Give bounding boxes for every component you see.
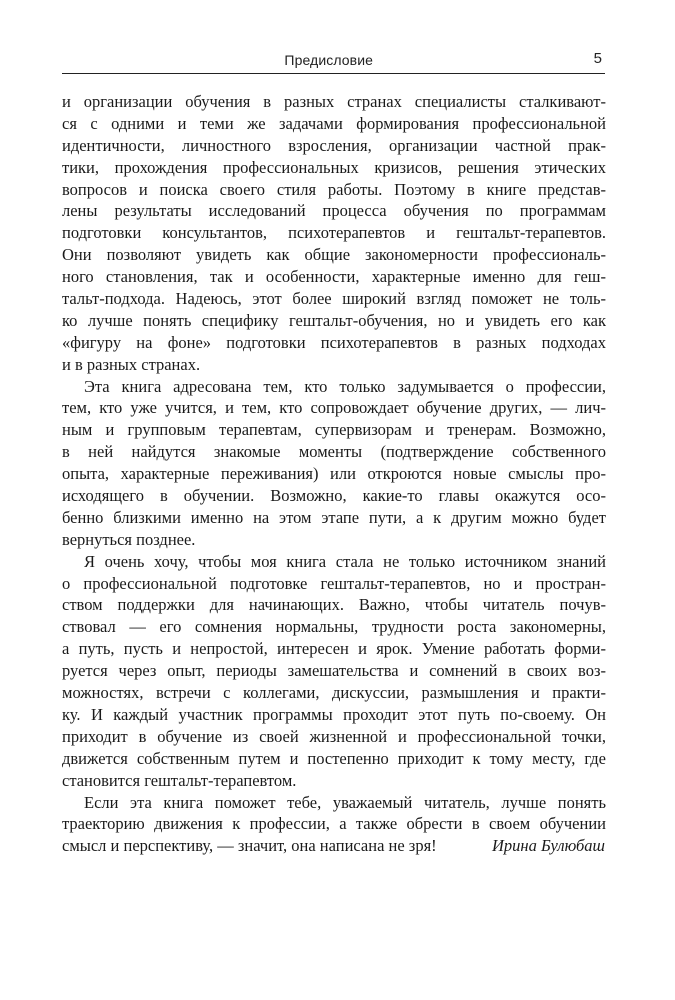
- text-line: смысл и перспективу, — значит, она написана не зря!: [62, 836, 437, 856]
- section-title: Предисловие: [284, 52, 373, 68]
- text-line: руется через опыт, периоды замешательства и сомнений в своих воз-: [62, 661, 606, 681]
- text-line: тики, прохождения профессиональных кризисов, решения этических: [62, 157, 606, 177]
- text-line: «фигуру на фоне» подготовки психотерапевтов в разных подходах: [62, 332, 606, 352]
- text-line: бенно близкими именно на этом этапе пути, а к другим можно будет: [62, 507, 606, 527]
- text-line: Эта книга адресована тем, кто только задумывается о профессии,: [84, 376, 606, 396]
- text-line: Если эта книга поможет тебе, уважаемый читатель, лучше понять: [84, 792, 606, 812]
- text-line: Я очень хочу, чтобы моя книга стала не только источником знаний: [84, 551, 606, 571]
- text-line: исходящего в обучении. Возможно, какие-то главы окажутся осо-: [62, 486, 606, 506]
- text-line: ко лучше понять специфику гештальт-обучения, но и увидеть его как: [62, 310, 606, 330]
- text-line: идентичности, личностного взросления, организации частной прак-: [62, 135, 606, 155]
- text-line: тем, кто уже учится, и тем, кто сопровождает обучение других, — лич-: [62, 398, 606, 418]
- author-signature: Ирина Булюбаш: [491, 836, 605, 855]
- text-line: ствовал — его сомнения нормальны, трудности роста закономерны,: [62, 617, 606, 637]
- text-line: ку. И каждый участник программы проходит этот путь по-своему. Он: [62, 704, 606, 724]
- text-line: опыта, характерные переживания) или откроются новые смыслы про-: [62, 464, 606, 484]
- text-line: становится гештальт-терапевтом.: [62, 770, 297, 790]
- text-line: вопросов и поиска своего стиля работы. Поэтому в книге представ-: [62, 179, 606, 199]
- page-number: 5: [593, 50, 602, 67]
- text-line: подготовки консультантов, психотерапевтов и гештальт-терапевтов.: [62, 223, 606, 243]
- running-header: [62, 49, 605, 74]
- text-line: движется собственным путем и постепенно приходит к тому месту, где: [62, 748, 606, 768]
- paragraph: [62, 376, 606, 551]
- text-line: ного становления, так и особенности, характерные именно для геш-: [62, 267, 606, 287]
- text-line: о профессиональной подготовке гештальт-терапевтов, но и простран-: [62, 573, 606, 593]
- text-line: траекторию движения к профессии, а также обрести в своем обучении: [62, 814, 606, 834]
- text-line: а путь, пусть и непростой, интересен и ярок. Умение работать форми-: [62, 639, 606, 659]
- text-line: ся с одними и теми же задачами формирования профессиональной: [62, 113, 606, 133]
- text-line: можностях, встречи с коллегами, дискуссии, размышления и практи-: [62, 683, 606, 703]
- text-line: приходит в обучение из своей жизненной и профессиональной точки,: [62, 726, 606, 746]
- text-line: и организации обучения в разных странах специалисты сталкивают-: [62, 92, 606, 111]
- paragraph: [62, 91, 606, 376]
- text-line: тальт-подхода. Надеюсь, этот более широкий взгляд поможет не толь-: [62, 289, 606, 309]
- text-line: лены результаты исследований процесса обучения по программам: [62, 201, 606, 221]
- paragraph: [62, 551, 606, 792]
- text-line: вернуться позднее.: [62, 529, 196, 549]
- text-line: Они позволяют увидеть как общие закономерности профессиональ-: [62, 245, 606, 265]
- text-line: в ней найдутся знакомые моменты (подтверждение собственного: [62, 442, 606, 462]
- body-text: [62, 91, 606, 857]
- text-line: и в разных странах.: [62, 354, 201, 374]
- text-line: ным и групповым терапевтам, супервизорам и тренерам. Возможно,: [62, 420, 606, 440]
- text-line: ством поддержки для начинающих. Важно, чтобы читатель почув-: [62, 595, 606, 615]
